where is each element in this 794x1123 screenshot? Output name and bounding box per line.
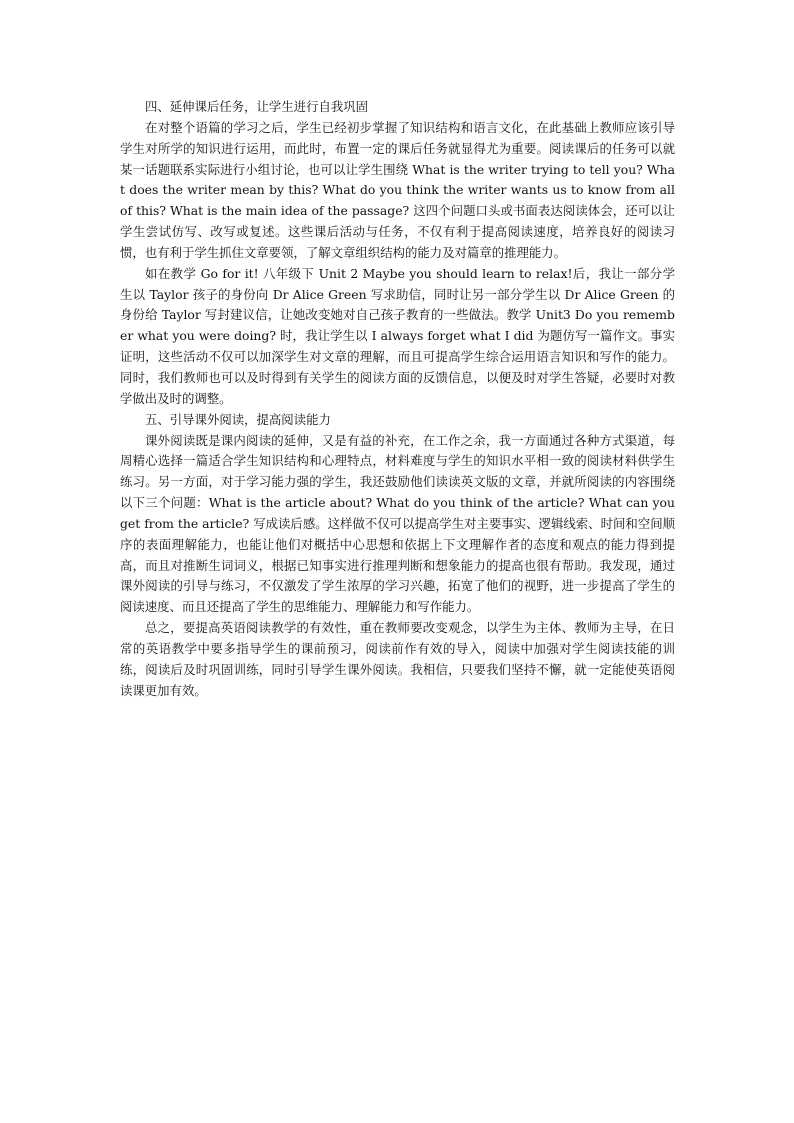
section-4-heading: 四、延伸课后任务，让学生进行自我巩固 <box>145 99 369 114</box>
conclusion-paragraph: 总之，要提高英语阅读教学的有效性，重在教师要改变观念，以学生为主体、教师为主导，在日常的英语教学中要多指导学生的课前预习，阅读前作有效的导入，阅读中加强对学生阅读技能的训练，阅读后及时巩固训练，同时引导学生课外阅读。我相信，只要我们坚持不懈，就一定能使英语阅读课更加有效。 <box>120 620 675 698</box>
document-page <box>120 97 675 701</box>
section-4-paragraph-1: 在对整个语篇的学习之后，学生已经初步掌握了知识结构和语言文化，在此基础上教师应该引导学生对所学的知识进行运用，而此时，布置一定的课后任务就显得尤为重要。阅读课后的任务可以就某一话题联系实际进行小组讨论，也可以让学生围绕 What is the writer trying to tell you? What does the writer mean by this? What do you think the writer wants us to know from all of this? What is the main idea of the passage? 这四个问题口头或书面表达阅读体会，还可以让学生尝试仿写、改写或复述。这些课后活动与任务，不仅有利于提高阅读速度，培养良好的阅读习惯，也有利于学生抓住文章要领，了解文章组织结构的能力及对篇章的推理能力。 <box>120 119 675 260</box>
section-5-heading: 五、引导课外阅读，提高阅读能力 <box>145 411 331 427</box>
section-5-paragraph-1: 课外阅读既是课内阅读的延伸，又是有益的补充，在工作之余，我一方面通过各种方式渠道，每周精心选择一篇适合学生知识结构和心理特点，材料难度与学生的知识水平相一致的阅读材料供学生练习。另一方面，对于学习能力强的学生，我还鼓励他们读读英文版的文章，并就所阅读的内容围绕以下三个问题：What is the article about? What do you think of the article? What can you get from the article? 写成读后感。这样做不仅可以提高学生对主要事实、逻辑线索、时间和空间顺序的表面理解能力，也能让他们对概括中心思想和依据上下文理解作者的态度和观点的能力得到提高，而且对推断生词词义，根据已知事实进行推理判断和想象能力的提高也很有帮助。我发现，通过课外阅读的引导与练习，不仅激发了学生浓厚的学习兴趣，拓宽了他们的视野，进一步提高了学生的阅读速度、而且还提高了学生的思维能力、理解能力和写作能力。 <box>120 432 675 615</box>
section-4-paragraph-2: 如在教学 Go for it! 八年级下 Unit 2 Maybe you should learn to relax!后，我让一部分学生以 Taylor 孩子的身份向 Dr Alice Green 写求助信，同时让另一部分学生以 Dr Alice Green 的身份给 Taylor 写封建议信，让她改变她对自己孩子教育的一些做法。教学 Unit3 Do you remember what you were doing? 时，我让学生以 I always forget what I did 为题仿写一篇作文。事实证明，这些活动不仅可以加深学生对文章的理解，而且可提高学生综合运用语言知识和写作的能力。同时，我们教师也可以及时得到有关学生的阅读方面的反馈信息，以便及时对学生答疑，必要时对教学做出及时的调整。 <box>120 265 675 406</box>
